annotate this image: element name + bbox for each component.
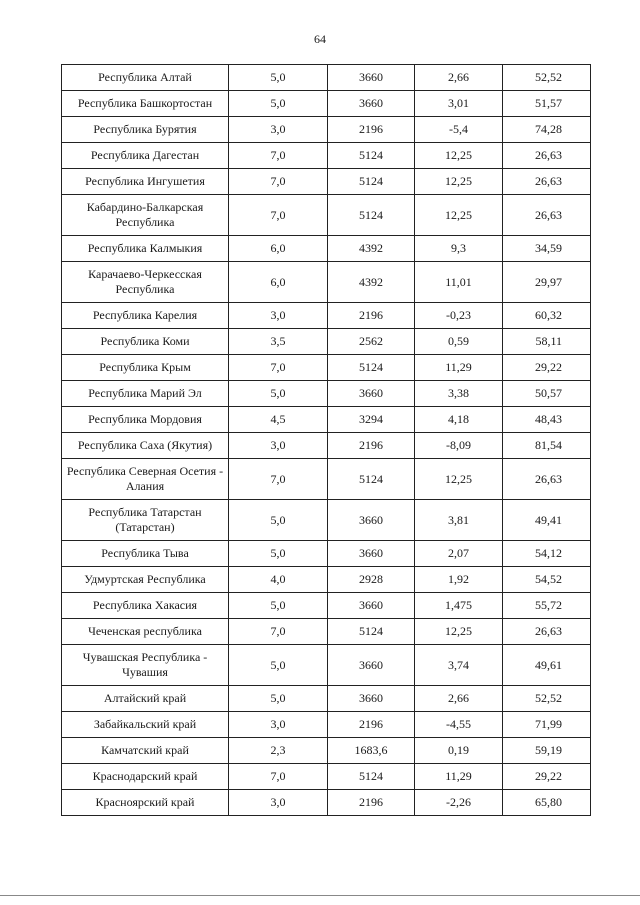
value-b-cell: 3660 [328, 65, 415, 91]
value-d-cell: 51,57 [503, 91, 591, 117]
value-a-cell: 7,0 [229, 459, 328, 500]
value-c-cell: -4,55 [415, 712, 503, 738]
value-b-cell: 3660 [328, 381, 415, 407]
value-b-cell: 4392 [328, 262, 415, 303]
region-cell: Кабардино-Балкарская Республика [62, 195, 229, 236]
value-b-cell: 2196 [328, 790, 415, 816]
value-c-cell: 11,01 [415, 262, 503, 303]
value-c-cell: -2,26 [415, 790, 503, 816]
value-a-cell: 6,0 [229, 262, 328, 303]
region-cell: Республика Алтай [62, 65, 229, 91]
value-a-cell: 7,0 [229, 169, 328, 195]
region-cell: Республика Татарстан (Татарстан) [62, 500, 229, 541]
value-c-cell: 3,38 [415, 381, 503, 407]
value-b-cell: 3660 [328, 91, 415, 117]
value-d-cell: 74,28 [503, 117, 591, 143]
value-b-cell: 3660 [328, 686, 415, 712]
table-row [62, 619, 591, 645]
value-a-cell: 3,0 [229, 117, 328, 143]
region-cell: Республика Саха (Якутия) [62, 433, 229, 459]
value-c-cell: 3,74 [415, 645, 503, 686]
table-row [62, 712, 591, 738]
value-b-cell: 2928 [328, 567, 415, 593]
value-c-cell: 9,3 [415, 236, 503, 262]
value-c-cell: 11,29 [415, 764, 503, 790]
value-c-cell: 1,92 [415, 567, 503, 593]
table-row [62, 117, 591, 143]
region-cell: Красноярский край [62, 790, 229, 816]
value-a-cell: 5,0 [229, 91, 328, 117]
value-d-cell: 54,12 [503, 541, 591, 567]
region-cell: Республика Северная Осетия - Алания [62, 459, 229, 500]
value-a-cell: 3,0 [229, 433, 328, 459]
value-c-cell: 12,25 [415, 619, 503, 645]
value-c-cell: 1,475 [415, 593, 503, 619]
value-c-cell: -5,4 [415, 117, 503, 143]
value-a-cell: 7,0 [229, 355, 328, 381]
value-a-cell: 5,0 [229, 500, 328, 541]
region-cell: Республика Башкортостан [62, 91, 229, 117]
value-d-cell: 26,63 [503, 459, 591, 500]
value-b-cell: 2196 [328, 303, 415, 329]
value-b-cell: 3660 [328, 500, 415, 541]
value-a-cell: 7,0 [229, 619, 328, 645]
value-a-cell: 3,0 [229, 303, 328, 329]
table-row [62, 195, 591, 236]
value-d-cell: 49,61 [503, 645, 591, 686]
value-a-cell: 5,0 [229, 593, 328, 619]
region-cell: Республика Марий Эл [62, 381, 229, 407]
value-a-cell: 3,0 [229, 790, 328, 816]
value-b-cell: 1683,6 [328, 738, 415, 764]
value-c-cell: 12,25 [415, 143, 503, 169]
value-a-cell: 5,0 [229, 541, 328, 567]
value-b-cell: 2196 [328, 117, 415, 143]
value-c-cell: 12,25 [415, 195, 503, 236]
value-c-cell: 3,81 [415, 500, 503, 541]
table-row [62, 567, 591, 593]
value-a-cell: 3,0 [229, 712, 328, 738]
region-cell: Забайкальский край [62, 712, 229, 738]
page-edge-line [0, 895, 640, 896]
value-b-cell: 5124 [328, 355, 415, 381]
value-d-cell: 50,57 [503, 381, 591, 407]
value-c-cell: 11,29 [415, 355, 503, 381]
region-cell: Республика Калмыкия [62, 236, 229, 262]
table-row [62, 143, 591, 169]
value-d-cell: 71,99 [503, 712, 591, 738]
value-b-cell: 2196 [328, 712, 415, 738]
value-b-cell: 5124 [328, 195, 415, 236]
value-b-cell: 3294 [328, 407, 415, 433]
table-row [62, 407, 591, 433]
value-d-cell: 52,52 [503, 686, 591, 712]
region-cell: Республика Хакасия [62, 593, 229, 619]
table-row [62, 764, 591, 790]
region-cell: Республика Мордовия [62, 407, 229, 433]
value-a-cell: 5,0 [229, 65, 328, 91]
value-b-cell: 5124 [328, 143, 415, 169]
value-a-cell: 5,0 [229, 686, 328, 712]
region-cell: Республика Карелия [62, 303, 229, 329]
region-cell: Республика Бурятия [62, 117, 229, 143]
value-d-cell: 81,54 [503, 433, 591, 459]
table-row [62, 355, 591, 381]
region-cell: Чеченская республика [62, 619, 229, 645]
value-a-cell: 2,3 [229, 738, 328, 764]
region-cell: Чувашская Республика - Чувашия [62, 645, 229, 686]
value-d-cell: 54,52 [503, 567, 591, 593]
value-b-cell: 3660 [328, 541, 415, 567]
table-row [62, 169, 591, 195]
value-d-cell: 59,19 [503, 738, 591, 764]
value-b-cell: 3660 [328, 593, 415, 619]
value-a-cell: 4,0 [229, 567, 328, 593]
value-d-cell: 26,63 [503, 619, 591, 645]
value-b-cell: 2562 [328, 329, 415, 355]
value-a-cell: 4,5 [229, 407, 328, 433]
value-d-cell: 55,72 [503, 593, 591, 619]
regions-table [61, 64, 591, 816]
value-c-cell: 12,25 [415, 459, 503, 500]
value-c-cell: 4,18 [415, 407, 503, 433]
region-cell: Республика Крым [62, 355, 229, 381]
table-row [62, 65, 591, 91]
region-cell: Республика Ингушетия [62, 169, 229, 195]
value-b-cell: 4392 [328, 236, 415, 262]
value-d-cell: 29,22 [503, 764, 591, 790]
value-a-cell: 5,0 [229, 381, 328, 407]
region-cell: Краснодарский край [62, 764, 229, 790]
value-d-cell: 26,63 [503, 195, 591, 236]
value-b-cell: 5124 [328, 169, 415, 195]
value-d-cell: 60,32 [503, 303, 591, 329]
value-c-cell: 3,01 [415, 91, 503, 117]
table-row [62, 433, 591, 459]
value-a-cell: 5,0 [229, 645, 328, 686]
value-c-cell: 12,25 [415, 169, 503, 195]
table-row [62, 262, 591, 303]
region-cell: Удмуртская Республика [62, 567, 229, 593]
value-a-cell: 7,0 [229, 195, 328, 236]
value-c-cell: 2,07 [415, 541, 503, 567]
value-c-cell: 0,59 [415, 329, 503, 355]
value-d-cell: 26,63 [503, 169, 591, 195]
table-row [62, 459, 591, 500]
value-a-cell: 7,0 [229, 143, 328, 169]
value-d-cell: 52,52 [503, 65, 591, 91]
value-d-cell: 58,11 [503, 329, 591, 355]
table-row [62, 381, 591, 407]
region-cell: Камчатский край [62, 738, 229, 764]
value-b-cell: 2196 [328, 433, 415, 459]
value-b-cell: 3660 [328, 645, 415, 686]
value-a-cell: 3,5 [229, 329, 328, 355]
value-c-cell: -0,23 [415, 303, 503, 329]
value-b-cell: 5124 [328, 764, 415, 790]
value-d-cell: 65,80 [503, 790, 591, 816]
table-row [62, 303, 591, 329]
value-d-cell: 34,59 [503, 236, 591, 262]
value-a-cell: 6,0 [229, 236, 328, 262]
table-row [62, 500, 591, 541]
table-row [62, 686, 591, 712]
table-row [62, 790, 591, 816]
table-row [62, 91, 591, 117]
region-cell: Карачаево-Черкесская Республика [62, 262, 229, 303]
value-d-cell: 29,97 [503, 262, 591, 303]
value-c-cell: 0,19 [415, 738, 503, 764]
value-d-cell: 49,41 [503, 500, 591, 541]
table-row [62, 593, 591, 619]
value-d-cell: 26,63 [503, 143, 591, 169]
value-a-cell: 7,0 [229, 764, 328, 790]
region-cell: Республика Тыва [62, 541, 229, 567]
region-cell: Республика Дагестан [62, 143, 229, 169]
value-c-cell: -8,09 [415, 433, 503, 459]
table-body [62, 65, 591, 816]
table-row [62, 645, 591, 686]
value-b-cell: 5124 [328, 619, 415, 645]
table-row [62, 738, 591, 764]
region-cell: Алтайский край [62, 686, 229, 712]
value-c-cell: 2,66 [415, 686, 503, 712]
table-row [62, 541, 591, 567]
value-b-cell: 5124 [328, 459, 415, 500]
page-number: 64 [314, 32, 326, 46]
table-row [62, 236, 591, 262]
table-row [62, 329, 591, 355]
value-d-cell: 48,43 [503, 407, 591, 433]
value-c-cell: 2,66 [415, 65, 503, 91]
value-d-cell: 29,22 [503, 355, 591, 381]
region-cell: Республика Коми [62, 329, 229, 355]
